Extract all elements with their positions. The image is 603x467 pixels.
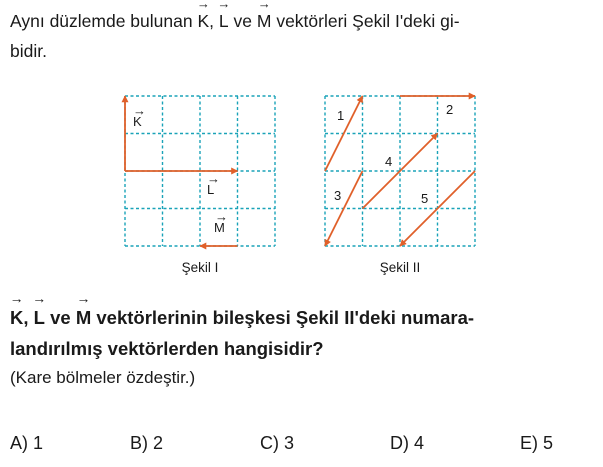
label-2: 2 [446, 102, 454, 117]
label-l: L [207, 182, 215, 197]
intro-part2: vektörleri Şekil I'deki gi- [276, 11, 460, 31]
vector-l-symbol: → L [219, 6, 229, 36]
vector-k-symbol: → K [197, 6, 209, 36]
label-5: 5 [421, 191, 429, 206]
question-part1: vektörlerinin bileşkesi Şekil II'deki numara- [96, 307, 475, 328]
caption-figure-1: Şekil I [181, 260, 219, 275]
note-text: (Kare bölmeler özdeştir.) [10, 368, 196, 387]
intro-part1: Aynı düzlemde bulunan [10, 11, 193, 31]
answer-c[interactable]: C) 3 [260, 433, 295, 453]
question-vector-k: → K [10, 302, 23, 333]
answer-d[interactable]: D) 4 [390, 433, 425, 453]
question-vector-l: → L [34, 302, 45, 333]
label-4: 4 [385, 154, 393, 169]
intro-sep2: ve [233, 11, 252, 31]
question-sep1: , [23, 307, 29, 328]
answer-e[interactable]: E) 5 [520, 433, 554, 453]
label-m-arrow-glyph: → [215, 209, 228, 224]
label-m: M [214, 220, 225, 235]
answer-a[interactable]: A) 1 [10, 433, 44, 453]
label-l-arrow-glyph: → [207, 171, 220, 186]
caption-figure-2: Şekil II [379, 260, 421, 275]
question-vector-m: → M [76, 302, 91, 333]
intro-sep1: , [209, 11, 215, 31]
intro-line2: bidir. [10, 41, 47, 61]
label-k-arrow-glyph: → [133, 103, 146, 118]
question-line2: landırılmış vektörlerden hangisidir? [10, 338, 324, 359]
label-3: 3 [334, 188, 342, 203]
answer-b[interactable]: B) 2 [130, 433, 164, 453]
question-sep2: ve [50, 307, 71, 328]
label-k: K [133, 114, 142, 129]
label-1: 1 [337, 108, 345, 123]
question-text [10, 302, 595, 364]
vector-m-symbol: → M [257, 6, 272, 36]
